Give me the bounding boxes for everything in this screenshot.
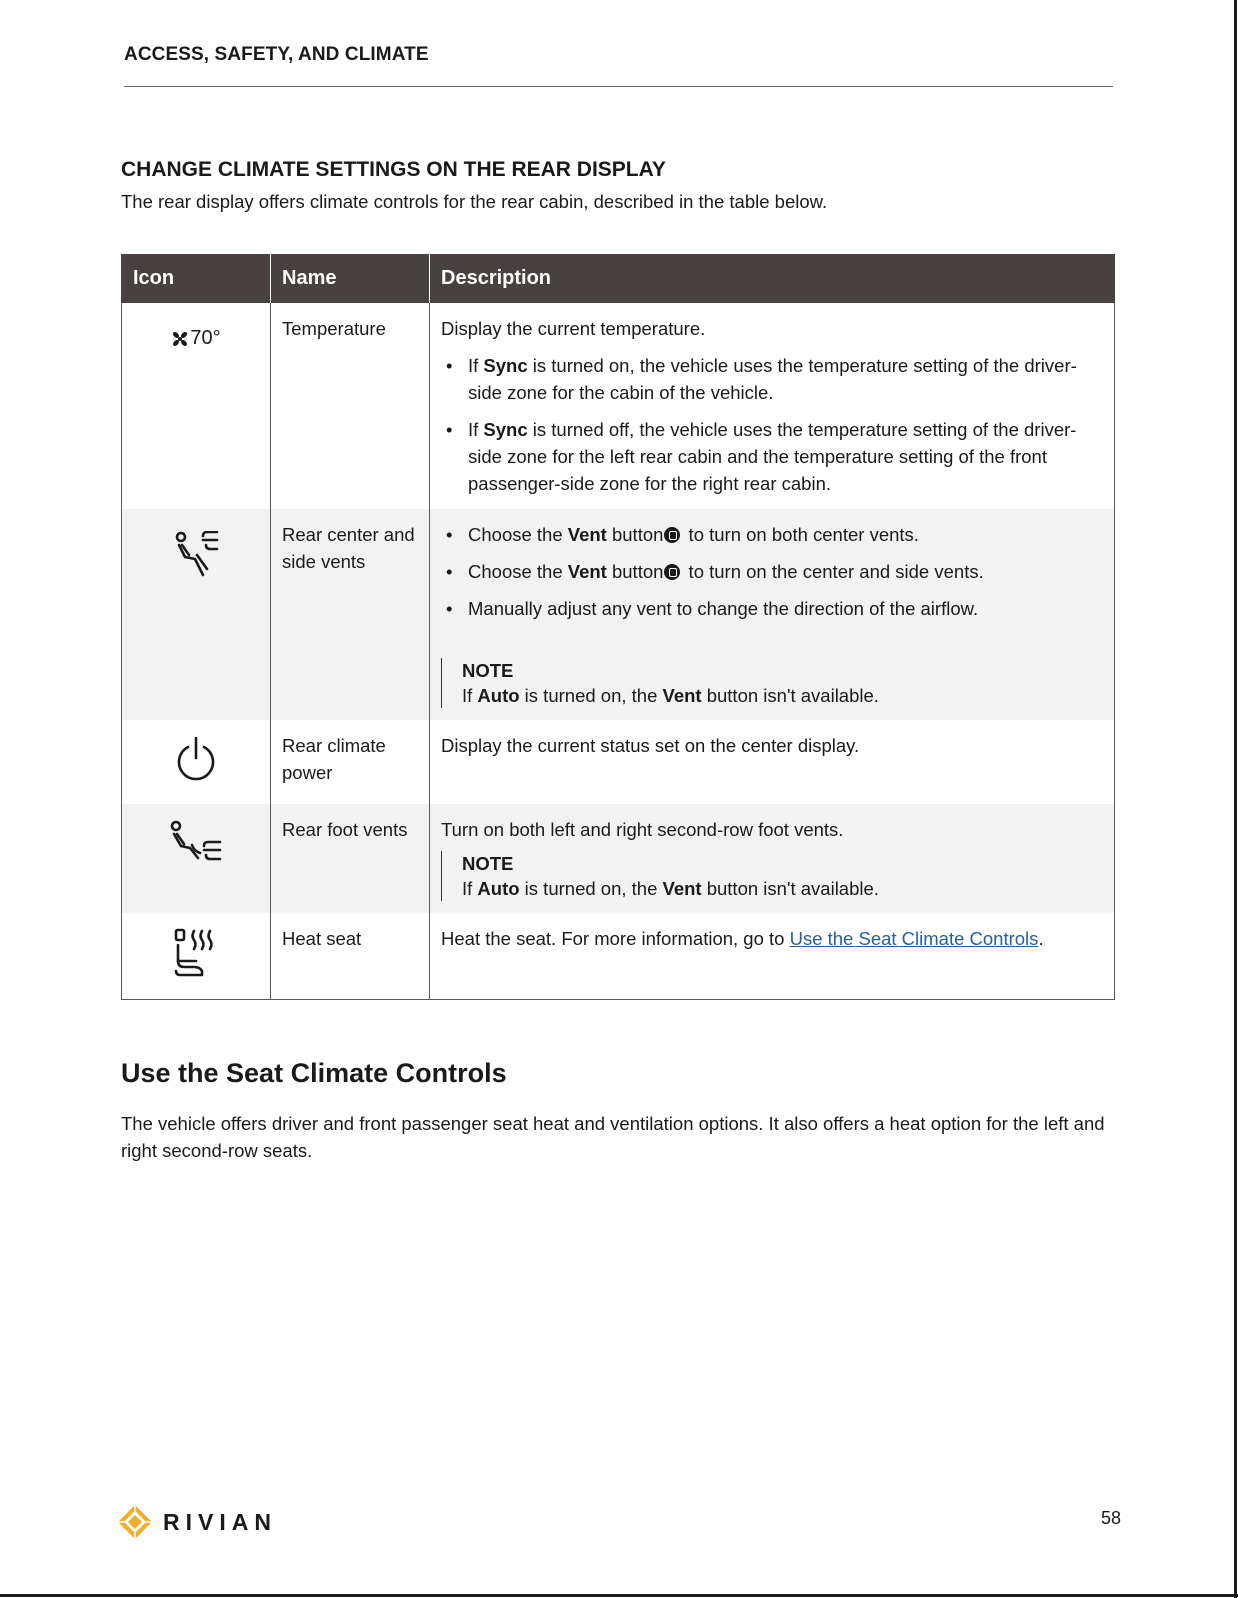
row-description: Display the current status set on the center display. — [430, 720, 1115, 804]
header-description: Description — [430, 254, 1115, 303]
list-item: • If Sync is turned off, the vehicle uses the temperature setting of the driver-side zone for the left rear cabin and the temperature setting of the front passenger-side zone for the right rear cabin. — [441, 416, 1103, 497]
row-name: Rear foot vents — [271, 804, 430, 913]
description-text: Display the current temperature. — [441, 318, 706, 339]
seat-foot-vents-icon — [168, 820, 224, 866]
row-name: Rear center and side vents — [271, 509, 430, 720]
note-box — [441, 658, 1103, 708]
seat-climate-text: The vehicle offers driver and front passenger seat heat and ventilation options. It also offers a heat option for the left and right second-row seats. — [121, 1113, 1105, 1161]
note-text: If Auto is turned on, the Vent button isn't available. — [462, 878, 879, 899]
rear-climate-table — [121, 254, 1115, 1000]
table-header-row — [122, 254, 1115, 303]
list-item: • Manually adjust any vent to change the direction of the airflow. — [441, 595, 1103, 622]
table-row — [122, 720, 1115, 804]
row-name: Rear climate power — [271, 720, 430, 804]
heated-seat-icon — [172, 927, 220, 979]
page-edge-right — [1234, 0, 1237, 1598]
seat-center-side-vents-icon — [173, 531, 219, 579]
brand-logo — [117, 1504, 277, 1540]
section-header: ACCESS, SAFETY, AND CLIMATE — [124, 44, 429, 65]
change-climate-intro: The rear display offers climate controls for the rear cabin, described in the table below. — [121, 191, 828, 212]
row-description — [430, 509, 1115, 720]
list-item: • Choose the Vent button to turn on the center and side vents. — [441, 558, 1103, 585]
icon-cell — [122, 303, 271, 509]
row-name: Temperature — [271, 303, 430, 509]
table-row — [122, 913, 1115, 1000]
note-title: NOTE — [462, 853, 514, 874]
fan-temperature-icon — [171, 325, 220, 352]
rivian-compass-icon — [117, 1504, 153, 1540]
list-item: • Choose the Vent button to turn on both center vents. — [441, 521, 1103, 548]
page-number: 58 — [1101, 1508, 1122, 1528]
row-name: Heat seat — [271, 913, 430, 1000]
table-row — [122, 509, 1115, 720]
icon-cell — [122, 804, 271, 913]
temperature-value: 70° — [190, 327, 221, 349]
list-item: • If Sync is turned on, the vehicle uses the temperature setting of the driver-side zone for the cabin of the vehicle. — [441, 352, 1103, 406]
row-description — [430, 303, 1115, 509]
power-icon — [174, 734, 218, 784]
icon-cell — [122, 720, 271, 804]
header-name: Name — [271, 254, 430, 303]
vent-button-icon — [664, 564, 680, 580]
vent-button-icon — [664, 527, 680, 543]
note-box — [441, 851, 1103, 901]
row-description — [430, 804, 1115, 913]
note-text: If Auto is turned on, the Vent button isn't available. — [462, 685, 879, 706]
note-title: NOTE — [462, 660, 514, 681]
page-edge-bottom — [0, 1594, 1238, 1597]
icon-cell — [122, 913, 271, 1000]
change-climate-heading: CHANGE CLIMATE SETTINGS ON THE REAR DISPLAY — [121, 158, 666, 181]
seat-climate-heading: Use the Seat Climate Controls — [121, 1058, 507, 1088]
table-row — [122, 303, 1115, 509]
header-icon: Icon — [122, 254, 271, 303]
table-row — [122, 804, 1115, 913]
icon-cell — [122, 509, 271, 720]
brand-wordmark: RIVIAN — [163, 1508, 277, 1535]
row-description: Heat the seat. For more information, go to Use the Seat Climate Controls. — [430, 913, 1115, 1000]
header-rule — [124, 86, 1113, 87]
seat-climate-link[interactable]: Use the Seat Climate Controls — [789, 928, 1039, 949]
description-text: Turn on both left and right second-row foot vents. — [441, 819, 844, 840]
